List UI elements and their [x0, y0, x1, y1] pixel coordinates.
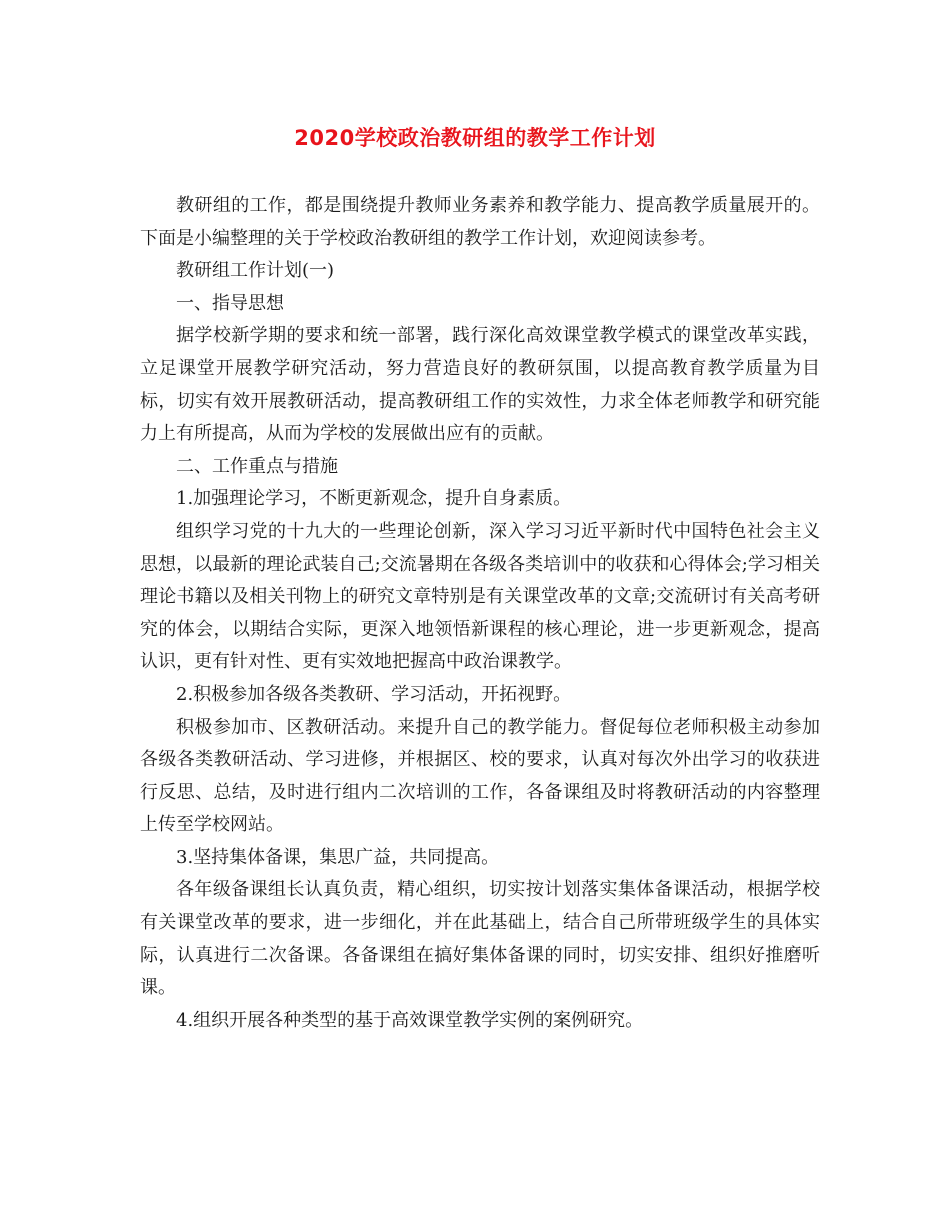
item-heading-1: 1.加强理论学习，不断更新观念，提升自身素质。	[176, 488, 572, 510]
item-heading-4: 4.组织开展各种类型的基于高效课堂教学实例的案例研究。	[176, 1009, 644, 1031]
section-heading-work-focus: 二、工作重点与措施	[176, 455, 338, 477]
item-heading-3: 3.坚持集体备课，集思广益，共同提高。	[176, 846, 500, 868]
paragraph-item-3: 各年级备课组长认真负责，精心组织，切实按计划落实集体备课活动，根据学校有关课堂改革的要求，进一步细化，并在此基础上，结合自己所带班级学生的具体实际，认真进行二次备课。各备课组在搞好集体备课的同时，切实安排、组织好推磨听课。	[140, 879, 820, 999]
document-body	[140, 190, 820, 1037]
item-heading-2: 2.积极参加各级各类教研、学习活动，开拓视野。	[176, 683, 572, 705]
paragraph-item-1: 组织学习党的十九大的一些理论创新，深入学习习近平新时代中国特色社会主义思想，以最新的理论武装自己;交流暑期在各级各类培训中的收获和心得体会;学习相关理论书籍以及相关刊物上的研究文章特别是有关课堂改革的文章;交流研讨有关高考研究的体会，以期结合实际，更深入地领悟新课程的核心理论，进一步更新观念，提高认识，更有针对性、更有实效地把握高中政治课教学。	[140, 520, 820, 673]
paragraph-plan-heading: 教研组工作计划(一)	[176, 260, 335, 282]
paragraph-item-2: 积极参加市、区教研活动。来提升自己的教学能力。督促每位老师积极主动参加各级各类教研活动、学习进修，并根据区、校的要求，认真对每次外出学习的收获进行反思、总结，及时进行组内二次培训的工作，各备课组及时将教研活动的内容整理上传至学校网站。	[140, 716, 820, 836]
section-heading-guiding-thought: 一、指导思想	[176, 292, 284, 314]
paragraph-guiding-thought: 据学校新学期的要求和统一部署，践行深化高效课堂教学模式的课堂改革实践，立足课堂开展教学研究活动，努力营造良好的教研氛围，以提高教育教学质量为目标，切实有效开展教研活动，提高教研组工作的实效性，力求全体老师教学和研究能力上有所提高，从而为学校的发展做出应有的贡献。	[140, 325, 820, 445]
document-title: 2020学校政治教研组的教学工作计划	[294, 126, 656, 150]
paragraph-intro: 教研组的工作，都是围绕提升教师业务素养和教学能力、提高教学质量展开的。下面是小编整理的关于学校政治教研组的教学工作计划，欢迎阅读参考。	[140, 195, 820, 249]
